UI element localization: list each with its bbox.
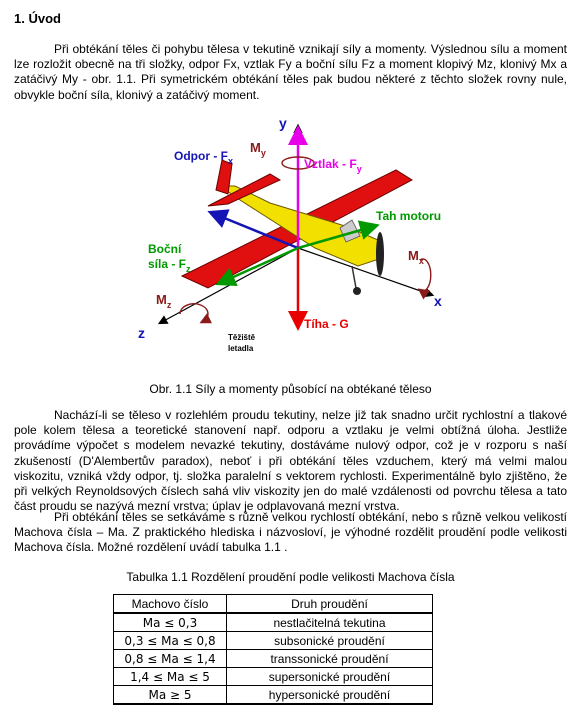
cell-mach: 1,4 ≤ Ma ≤ 5 [114, 668, 227, 686]
table-row [114, 613, 433, 632]
label-moment-x: $M_x$ [408, 248, 424, 266]
label-axis-z: z [138, 325, 145, 341]
propeller [376, 232, 384, 276]
table-header-row [114, 595, 433, 614]
paragraph-intro: Při obtékání těles či pohybu tělesa v tekutině vznikají síly a momenty. Výslednou sílu a moment lze rozložit obecně na tři složky, odpor Fx, vztlak Fy a boční sílu Fz a moment klopivý Mz, klonivý Mx a zatáčivý My - obr. 1.1. Při symetrickém obtékání těles pak budou některé z těchto složek rovny nule, obvykle boční síla, klonivý a zatáčivý moment. [14, 42, 567, 102]
label-moment-z: $M_z$ [156, 292, 172, 310]
section-heading: 1. Úvod [14, 11, 61, 26]
label-moment-y: $M_y$ [250, 140, 266, 158]
paragraph-mach: Při obtékání těles se setkáváme s různě velkou rychlostí obtékání, nebo s různě velkou velikostí Machova čísla – Ma. Z praktického hlediska i názvosloví, je výhodné rozdělit proudění podle velikosti Machova čísla. Možné rozdělení uvádí tabulka 1.1 . [14, 510, 567, 555]
label-thrust: Tah motoru [376, 209, 442, 223]
table-row [114, 686, 433, 705]
cell-mach: 0,8 ≤ Ma ≤ 1,4 [114, 650, 227, 668]
label-side-force-1: Boční [148, 242, 182, 256]
label-side-force-2: síla - $F_z$ [148, 257, 191, 274]
cell-flow-type: nestlačitelná tekutina [227, 613, 433, 632]
cell-mach: 0,3 ≤ Ma ≤ 0,8 [114, 632, 227, 650]
header-mach: Machovo číslo [114, 595, 227, 614]
mach-classification-table [113, 594, 433, 705]
moment-z-loop [180, 304, 208, 322]
label-axis-y: y [279, 115, 287, 131]
cell-flow-type: subsonické proudění [227, 632, 433, 650]
table-row [114, 632, 433, 650]
label-weight: Tíha - G [304, 317, 349, 331]
cell-flow-type: transsonické proudění [227, 650, 433, 668]
cell-flow-type: hypersonické proudění [227, 686, 433, 705]
airplane-forces-figure [120, 108, 465, 370]
table-row [114, 668, 433, 686]
paragraph-viscosity: Nachází-li se těleso v rozlehlém proudu tekutiny, nelze již tak snadno určit rychlostní a tlakové pole kolem tělesa a teoretické stanovení např. odporu a vztlaku je velmi obtížná úloha. Jestliže provádíme výpočet s modelem nevazké tekutiny, dostáváme nulový odpor, což je v rozporu s naší zkušeností (D'Alembertův paradox), neboť i při obtékání těles vzduchem, který má velmi malou viskozitu, vzniká vždy odpor, tj. složka paralelní s vektorem rychlosti. Experimentálně bylo zjištěno, že při velkých Reynoldsových číslech sahá vliv viskozity jen do malé vzdálenosti od povrchu tělesa a tato část proudu se nazývá mezní vrstva; úplav je odplavovaná mezní vrstva. [14, 408, 567, 514]
cell-mach: Ma ≥ 5 [114, 686, 227, 705]
table-caption: Tabulka 1.1 Rozdělení proudění podle velikosti Machova čísla [126, 570, 455, 584]
figure-caption: Obr. 1.1 Síly a momenty působící na obtékané těleso [149, 382, 432, 396]
label-axis-x: x [434, 293, 442, 309]
label-lift: Vztlak - $F_y$ [304, 157, 362, 174]
label-cg-2: letadla [228, 344, 254, 353]
label-drag: Odpor - $F_x$ [174, 149, 234, 166]
cell-mach: Ma ≤ 0,3 [114, 613, 227, 632]
landing-gear [352, 266, 356, 288]
table-row [114, 650, 433, 668]
cell-flow-type: supersonické proudění [227, 668, 433, 686]
wheel [353, 287, 361, 295]
header-flow-type: Druh proudění [227, 595, 433, 614]
label-cg-1: Těžiště [228, 333, 256, 342]
